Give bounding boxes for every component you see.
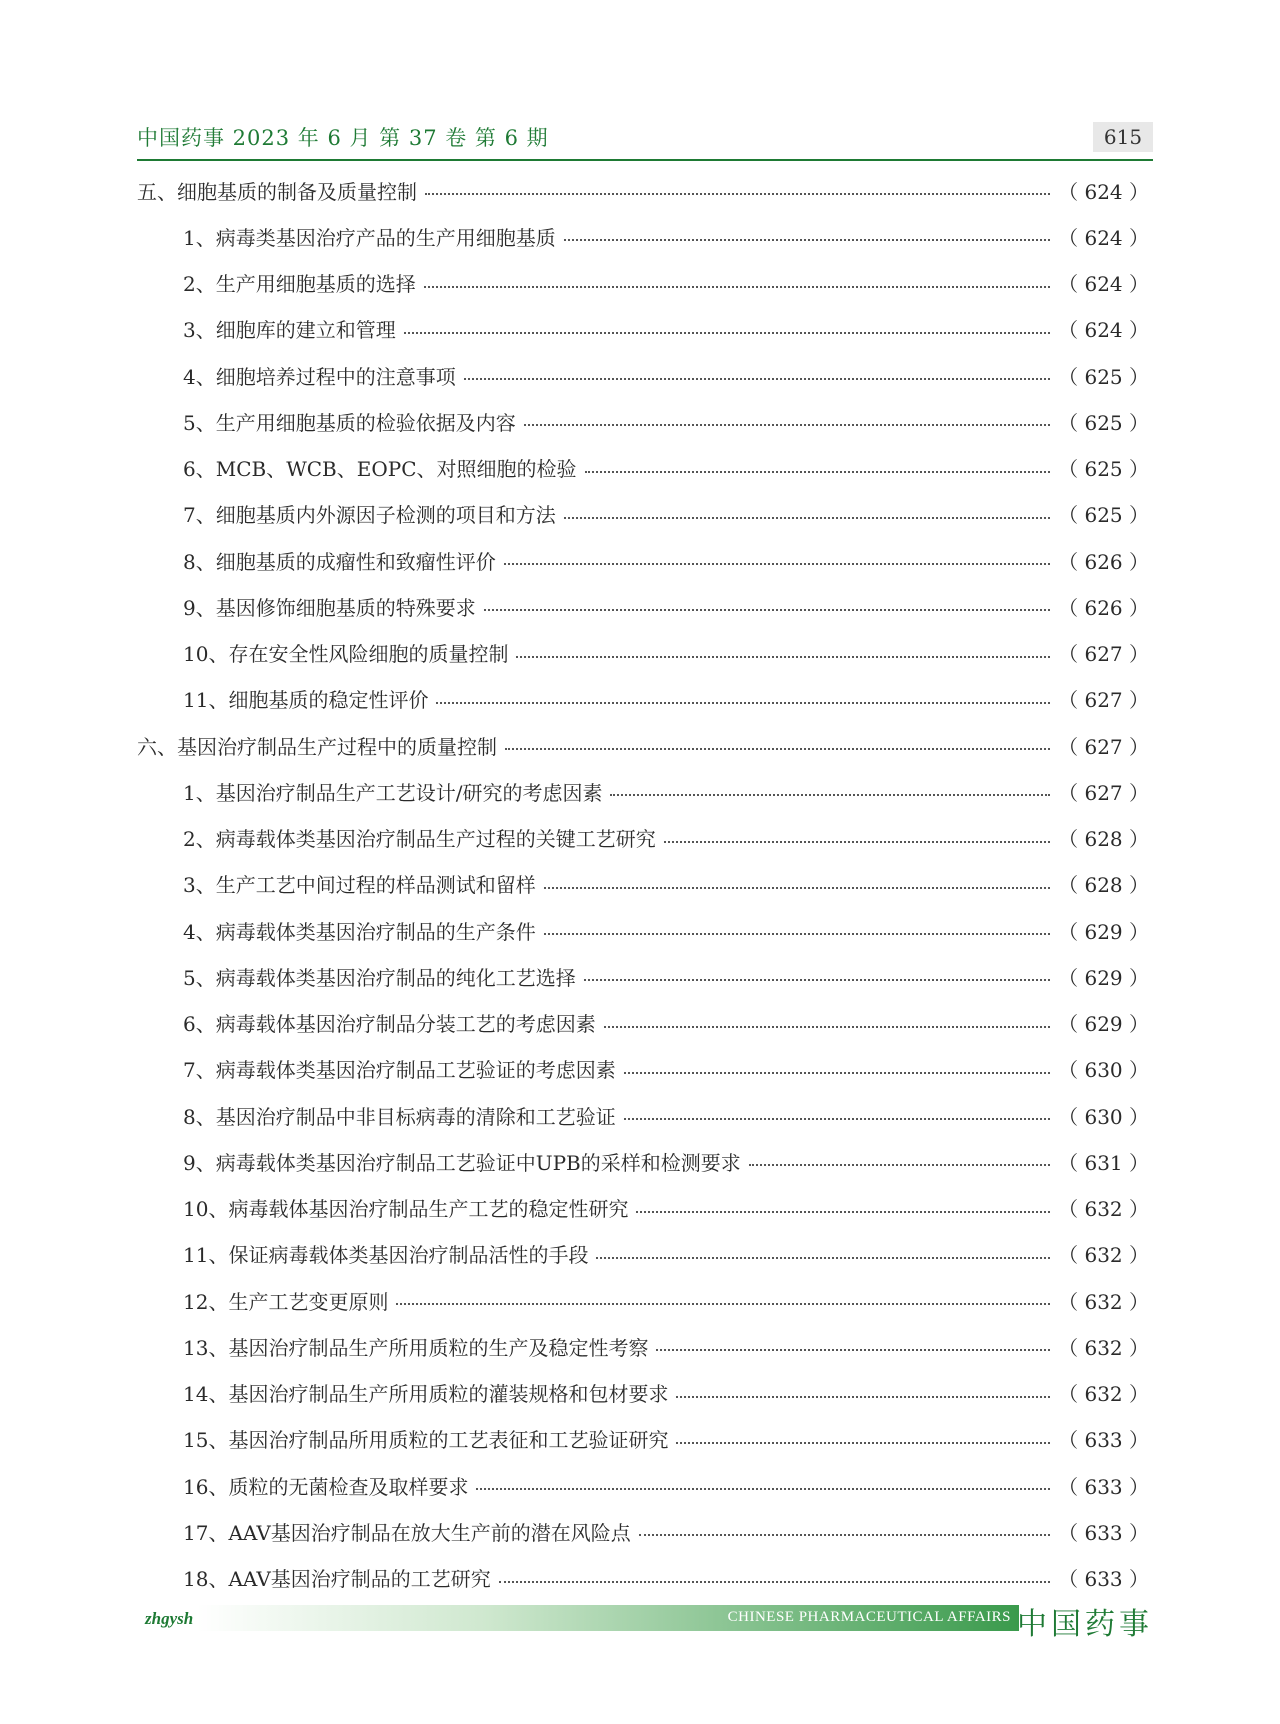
- footer-site-code: zhgysh: [145, 1609, 194, 1628]
- toc-entry-title: 16、质粒的无菌检查及取样要求: [183, 1474, 469, 1499]
- toc-entry-title: 6、MCB、WCB、EOPC、对照细胞的检验: [183, 457, 577, 482]
- toc-page-number: （ 627 ）: [1058, 688, 1149, 713]
- toc-page-number: （ 625 ）: [1058, 364, 1149, 389]
- dot-leader: [596, 1257, 1050, 1259]
- toc-subentry: [137, 1508, 1149, 1554]
- toc-subentry: [137, 1231, 1149, 1277]
- toc-subentry: [137, 630, 1149, 676]
- toc-entry-title: 8、基因治疗制品中非目标病毒的清除和工艺验证: [183, 1104, 616, 1129]
- dot-leader: [624, 1072, 1050, 1074]
- dot-leader: [484, 609, 1050, 611]
- dot-leader: [585, 471, 1051, 473]
- toc-subentry: [137, 861, 1149, 907]
- toc-entry-title: 15、基因治疗制品所用质粒的工艺表征和工艺验证研究: [183, 1428, 669, 1453]
- dot-leader: [524, 424, 1050, 426]
- toc-page-number: （ 628 ）: [1058, 827, 1149, 852]
- toc-subentry: [137, 445, 1149, 491]
- dot-leader: [749, 1164, 1050, 1166]
- toc-page-number: （ 627 ）: [1058, 780, 1149, 805]
- dot-leader: [564, 517, 1050, 519]
- toc-entry-title: 13、基因治疗制品生产所用质粒的生产及稳定性考察: [183, 1335, 649, 1360]
- toc-page-number: （ 628 ）: [1058, 873, 1149, 898]
- toc-entry-title: 1、基因治疗制品生产工艺设计/研究的考虑因素: [183, 780, 603, 805]
- dot-leader: [476, 1488, 1050, 1490]
- dot-leader: [564, 239, 1050, 241]
- toc-section: [137, 167, 1149, 213]
- dot-leader: [639, 1534, 1050, 1536]
- toc-subentry: [137, 1370, 1149, 1416]
- toc-entry-title: 10、存在安全性风险细胞的质量控制: [183, 642, 509, 667]
- dot-leader: [404, 332, 1050, 334]
- dot-leader: [584, 979, 1050, 981]
- toc-page-number: （ 633 ）: [1058, 1474, 1149, 1499]
- toc-page-number: （ 624 ）: [1058, 179, 1149, 204]
- toc-subentry: [137, 491, 1149, 537]
- dot-leader: [544, 887, 1050, 889]
- dot-leader: [396, 1303, 1050, 1305]
- dot-leader: [604, 1026, 1050, 1028]
- toc-subentry: [137, 676, 1149, 722]
- dot-leader: [499, 1581, 1050, 1583]
- toc-entry-title: 3、细胞库的建立和管理: [183, 318, 396, 343]
- toc-entry-title: 六、基因治疗制品生产过程中的质量控制: [137, 734, 497, 759]
- dot-leader: [624, 1118, 1050, 1120]
- toc-subentry: [137, 1185, 1149, 1231]
- journal-logo: 中国药事: [1017, 1607, 1153, 1642]
- toc-page-number: （ 629 ）: [1058, 919, 1149, 944]
- dot-leader: [676, 1442, 1050, 1444]
- toc-subentry: [137, 306, 1149, 352]
- toc-subentry: [137, 1000, 1149, 1046]
- toc-entry-title: 5、病毒载体类基因治疗制品的纯化工艺选择: [183, 965, 576, 990]
- toc-subentry: [137, 1138, 1149, 1184]
- dot-leader: [424, 286, 1050, 288]
- toc-page-number: （ 633 ）: [1058, 1428, 1149, 1453]
- toc-subentry: [137, 213, 1149, 259]
- toc-page-number: （ 625 ）: [1058, 457, 1149, 482]
- dot-leader: [504, 563, 1050, 565]
- toc-page-number: （ 632 ）: [1058, 1289, 1149, 1314]
- toc-page-number: （ 625 ）: [1058, 410, 1149, 435]
- toc-page-number: （ 629 ）: [1058, 965, 1149, 990]
- toc-entry-title: 12、生产工艺变更原则: [183, 1289, 389, 1314]
- toc-subentry: [137, 537, 1149, 583]
- toc-page-number: （ 626 ）: [1058, 595, 1149, 620]
- dot-leader: [544, 933, 1050, 935]
- toc-page-number: （ 633 ）: [1058, 1520, 1149, 1545]
- toc-page-number: （ 630 ）: [1058, 1104, 1149, 1129]
- toc-subentry: [137, 768, 1149, 814]
- toc-page-number: （ 624 ）: [1058, 225, 1149, 250]
- toc-page-number: （ 630 ）: [1058, 1058, 1149, 1083]
- toc-subentry: [137, 1092, 1149, 1138]
- toc-entry-title: 4、细胞培养过程中的注意事项: [183, 364, 456, 389]
- toc-page-number: （ 629 ）: [1058, 1012, 1149, 1037]
- toc-subentry: [137, 953, 1149, 999]
- dot-leader: [664, 841, 1050, 843]
- dot-leader: [610, 794, 1050, 796]
- toc-entry-title: 五、细胞基质的制备及质量控制: [137, 179, 417, 204]
- toc-page-number: （ 632 ）: [1058, 1197, 1149, 1222]
- table-of-contents: [137, 167, 1149, 1601]
- toc-entry-title: 7、病毒载体类基因治疗制品工艺验证的考虑因素: [183, 1058, 616, 1083]
- dot-leader: [425, 193, 1050, 195]
- page-header: [137, 118, 1153, 158]
- toc-entry-title: 11、细胞基质的稳定性评价: [183, 688, 429, 713]
- toc-subentry: [137, 1323, 1149, 1369]
- toc-page-number: （ 625 ）: [1058, 503, 1149, 528]
- toc-entry-title: 8、细胞基质的成瘤性和致瘤性评价: [183, 549, 496, 574]
- toc-page-number: （ 627 ）: [1058, 734, 1149, 759]
- toc-subentry: [137, 260, 1149, 306]
- dot-leader: [516, 656, 1050, 658]
- toc-subentry: [137, 352, 1149, 398]
- toc-page-number: （ 632 ）: [1058, 1382, 1149, 1407]
- toc-entry-title: 14、基因治疗制品生产所用质粒的灌装规格和包材要求: [183, 1382, 669, 1407]
- dot-leader: [505, 748, 1050, 750]
- journal-title: 中国药事 2023 年 6 月 第 37 卷 第 6 期: [137, 126, 549, 150]
- toc-entry-title: 6、病毒载体基因治疗制品分装工艺的考虑因素: [183, 1012, 596, 1037]
- dot-leader: [636, 1211, 1050, 1213]
- toc-entry-title: 1、病毒类基因治疗产品的生产用细胞基质: [183, 225, 556, 250]
- footer-band: [197, 1605, 1019, 1631]
- toc-entry-title: 17、AAV基因治疗制品在放大生产前的潜在风险点: [183, 1520, 631, 1545]
- toc-entry-title: 5、生产用细胞基质的检验依据及内容: [183, 410, 516, 435]
- toc-page-number: （ 632 ）: [1058, 1335, 1149, 1360]
- page-number: 615: [1093, 122, 1153, 152]
- toc-page-number: （ 633 ）: [1058, 1567, 1149, 1592]
- toc-entry-title: 7、细胞基质内外源因子检测的项目和方法: [183, 503, 556, 528]
- toc-subentry: [137, 1416, 1149, 1462]
- toc-entry-title: 4、病毒载体类基因治疗制品的生产条件: [183, 919, 536, 944]
- page-footer: [137, 1601, 1153, 1641]
- header-rule: [137, 159, 1153, 161]
- toc-entry-title: 10、病毒载体基因治疗制品生产工艺的稳定性研究: [183, 1197, 629, 1222]
- toc-section: [137, 722, 1149, 768]
- toc-entry-title: 2、生产用细胞基质的选择: [183, 272, 416, 297]
- dot-leader: [656, 1349, 1050, 1351]
- toc-entry-title: 2、病毒载体类基因治疗制品生产过程的关键工艺研究: [183, 827, 656, 852]
- dot-leader: [464, 378, 1050, 380]
- toc-subentry: [137, 815, 1149, 861]
- toc-subentry: [137, 1462, 1149, 1508]
- toc-entry-title: 9、病毒载体类基因治疗制品工艺验证中UPB的采样和检测要求: [183, 1150, 741, 1175]
- toc-page-number: （ 632 ）: [1058, 1243, 1149, 1268]
- toc-subentry: [137, 907, 1149, 953]
- dot-leader: [436, 702, 1050, 704]
- toc-entry-title: 18、AAV基因治疗制品的工艺研究: [183, 1567, 491, 1592]
- toc-page-number: （ 624 ）: [1058, 272, 1149, 297]
- toc-subentry: [137, 1046, 1149, 1092]
- toc-page-number: （ 631 ）: [1058, 1150, 1149, 1175]
- toc-page-number: （ 627 ）: [1058, 642, 1149, 667]
- toc-page-number: （ 626 ）: [1058, 549, 1149, 574]
- toc-entry-title: 9、基因修饰细胞基质的特殊要求: [183, 595, 476, 620]
- dot-leader: [676, 1396, 1050, 1398]
- toc-subentry: [137, 398, 1149, 444]
- toc-entry-title: 11、保证病毒载体类基因治疗制品活性的手段: [183, 1243, 589, 1268]
- footer-english-title: CHINESE PHARMACEUTICAL AFFAIRS: [727, 1609, 1011, 1625]
- toc-page-number: （ 624 ）: [1058, 318, 1149, 343]
- toc-subentry: [137, 1555, 1149, 1601]
- toc-subentry: [137, 583, 1149, 629]
- toc-subentry: [137, 1277, 1149, 1323]
- toc-entry-title: 3、生产工艺中间过程的样品测试和留样: [183, 873, 536, 898]
